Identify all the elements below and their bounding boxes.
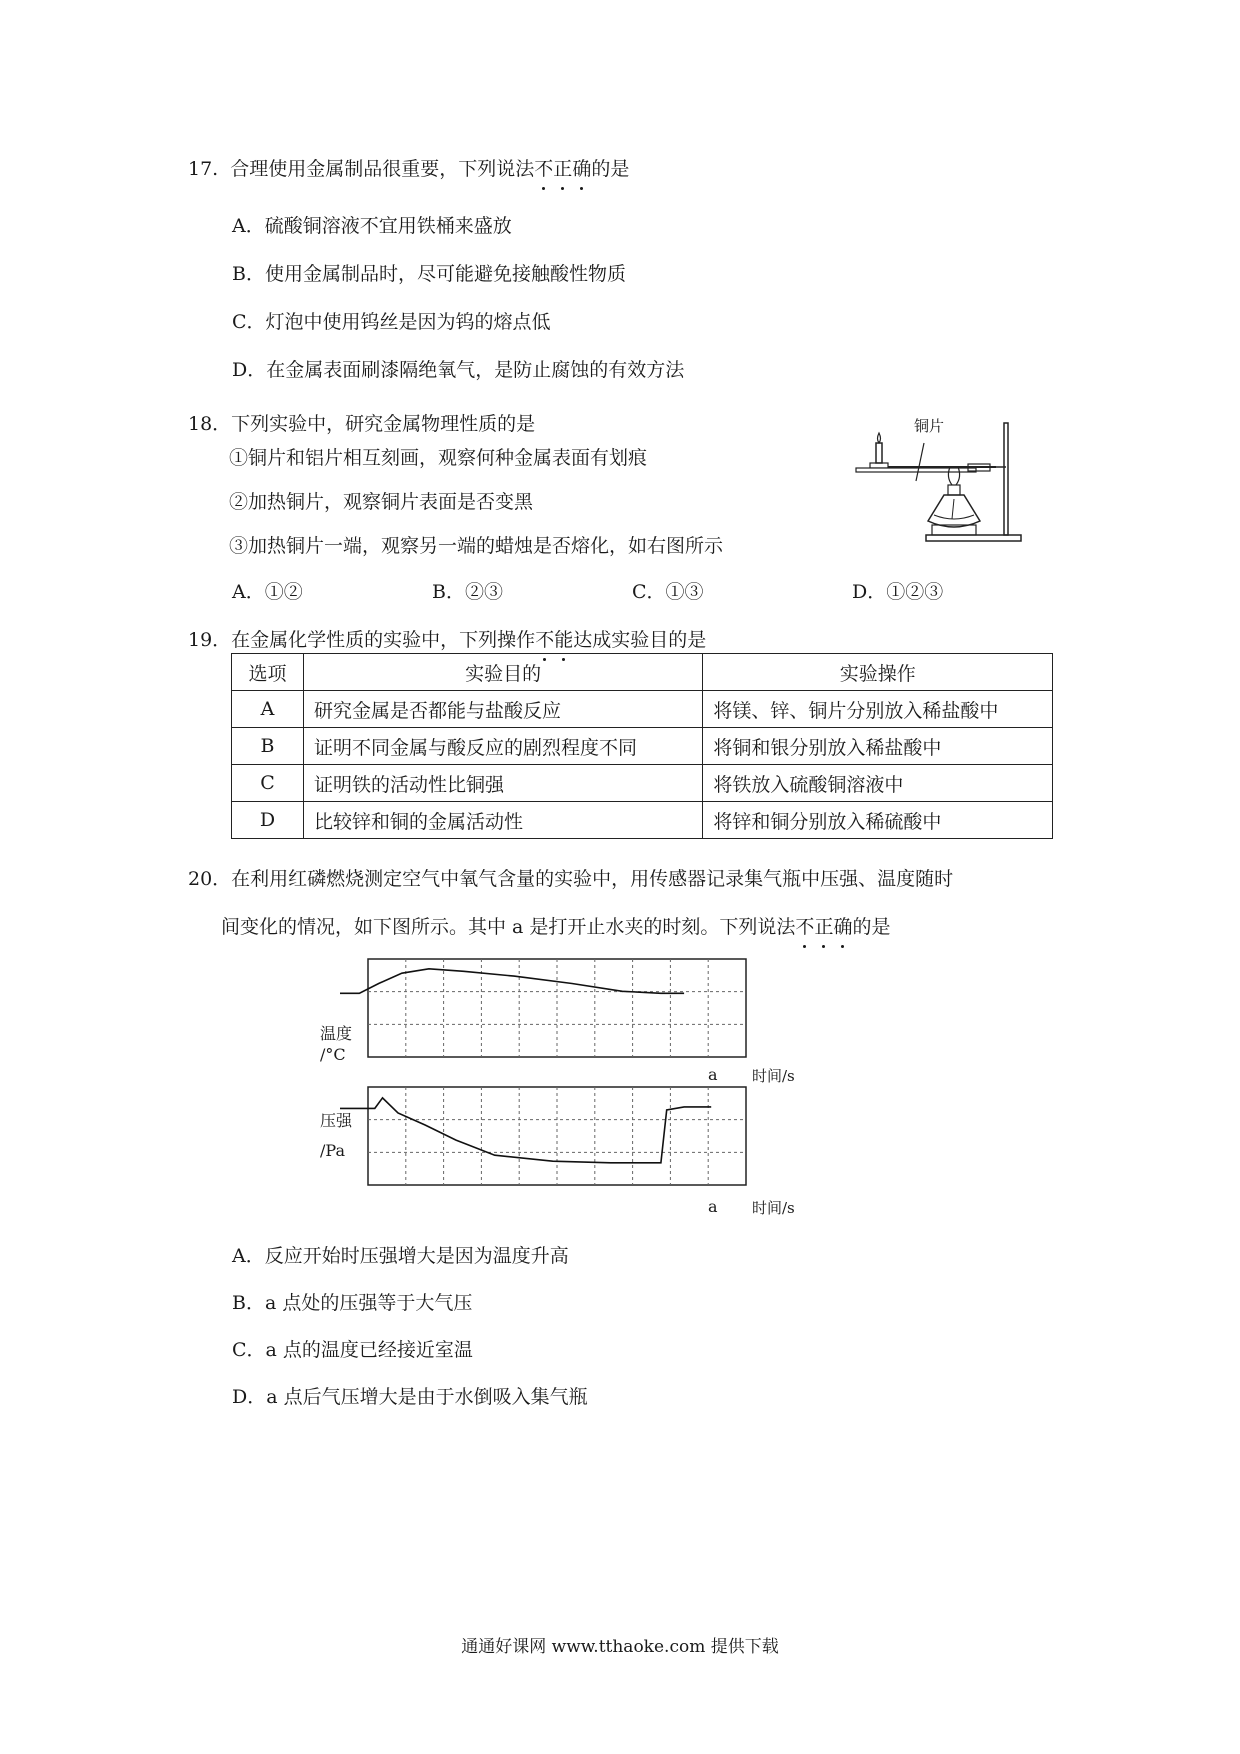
q20-stem-line-2 [221, 912, 890, 939]
q17-option-a: A．硫酸铜溶液不宜用铁桶来盛放 [232, 215, 512, 237]
q17-option-c: C．灯泡中使用钨丝是因为钨的熔点低 [232, 311, 551, 333]
q18-option-d: D．①②③ [852, 581, 944, 603]
q17-stem-text-a: 合理使用金属制品很重要，下列说法 [230, 158, 535, 180]
row-operation: 将铁放入硫酸铜溶液中 [703, 765, 1053, 802]
q19-stem [188, 625, 706, 652]
pressure-xlabel: 时间/s [752, 1199, 795, 1217]
q19-table [231, 653, 1053, 839]
q20-emphasis-2: 正 [814, 912, 833, 939]
table-row [232, 691, 1053, 728]
q18-item-1: ①铜片和铝片相互刻画，观察何种金属表面有划痕 [229, 447, 648, 469]
q18-option-b: B．②③ [432, 581, 503, 603]
q20-stem-text-a: 间变化的情况，如下图所示。其中 a 是打开止水夹的时刻。下列说法 [221, 916, 796, 938]
pressure-curve [340, 1098, 711, 1163]
temp-xlabel: 时间/s [752, 1067, 795, 1085]
q19-emphasis-2: 能 [554, 625, 573, 652]
row-option: B [232, 728, 304, 765]
header-option: 选项 [232, 654, 304, 691]
row-purpose: 证明铁的活动性比铜强 [303, 765, 702, 802]
temp-ylabel-1: 温度 [320, 1024, 353, 1043]
pressure-chart [340, 1087, 746, 1185]
q17-stem-text-b: 的是 [591, 158, 630, 180]
q20-stem-text-b: 的是 [852, 916, 891, 938]
table-row [232, 728, 1053, 765]
row-purpose: 研究金属是否都能与盐酸反应 [303, 691, 702, 728]
temperature-chart [340, 959, 746, 1057]
pressure-ylabel-2: /Pa [320, 1141, 345, 1160]
header-operation: 实验操作 [703, 654, 1053, 691]
q18-option-c: C．①③ [632, 581, 704, 603]
q17-emphasis-1: 不 [534, 154, 553, 181]
q17-emphasis-2: 正 [553, 154, 572, 181]
q17-stem [188, 154, 629, 181]
q18-item-2: ②加热铜片，观察铜片表面是否变黑 [229, 491, 534, 513]
page-footer: 通通好课网 www.tthaoke.com 提供下载 [461, 1637, 779, 1657]
table-header-row [232, 654, 1053, 691]
q19-emphasis-1: 不 [535, 625, 554, 652]
q20-option-c: C．a 点的温度已经接近室温 [232, 1339, 473, 1361]
q20-option-b: B．a 点处的压强等于大气压 [232, 1292, 473, 1314]
row-purpose: 证明不同金属与酸反应的剧烈程度不同 [303, 728, 702, 765]
header-purpose: 实验目的 [303, 654, 702, 691]
apparatus-figure [848, 415, 1028, 555]
table-row [232, 802, 1053, 839]
q17-option-b: B．使用金属制品时，尽可能避免接触酸性物质 [232, 263, 626, 285]
row-option: D [232, 802, 304, 839]
q19-stem-text-b: 达成实验目的是 [573, 629, 707, 651]
pressure-x-marker: a [708, 1197, 718, 1216]
q17-number: 17. [188, 158, 219, 180]
pressure-ylabel-1: 压强 [320, 1111, 353, 1130]
row-operation: 将锌和铜分别放入稀硫酸中 [703, 802, 1053, 839]
temp-ylabel-2: /°C [320, 1045, 346, 1064]
row-operation: 将铜和银分别放入稀盐酸中 [703, 728, 1053, 765]
copper-sheet-label: 铜片 [914, 417, 945, 435]
q20-option-d: D．a 点后气压增大是由于水倒吸入集气瓶 [232, 1386, 588, 1408]
q18-item-3: ③加热铜片一端，观察另一端的蜡烛是否熔化，如右图所示 [229, 535, 724, 557]
q19-stem-text-a: 19．在金属化学性质的实验中，下列操作 [188, 629, 536, 651]
sensor-charts [312, 955, 812, 1225]
temp-x-marker: a [708, 1065, 718, 1084]
q18-option-a: A．①② [232, 581, 303, 603]
table-row [232, 765, 1053, 802]
q20-stem-line-1: 20．在利用红磷燃烧测定空气中氧气含量的实验中，用传感器记录集气瓶中压强、温度随时 [188, 868, 954, 890]
q17-option-d: D．在金属表面刷漆隔绝氧气，是防止腐蚀的有效方法 [232, 359, 685, 381]
chart-canvas [312, 955, 812, 1225]
row-option: C [232, 765, 304, 802]
q17-emphasis-3: 确 [572, 154, 591, 181]
row-operation: 将镁、锌、铜片分别放入稀盐酸中 [703, 691, 1053, 728]
q20-emphasis-3: 确 [833, 912, 852, 939]
q20-option-a: A．反应开始时压强增大是因为温度升高 [232, 1245, 569, 1267]
q20-emphasis-1: 不 [795, 912, 814, 939]
row-purpose: 比较锌和铜的金属活动性 [303, 802, 702, 839]
row-option: A [232, 691, 304, 728]
q18-stem: 18．下列实验中，研究金属物理性质的是 [188, 413, 536, 435]
